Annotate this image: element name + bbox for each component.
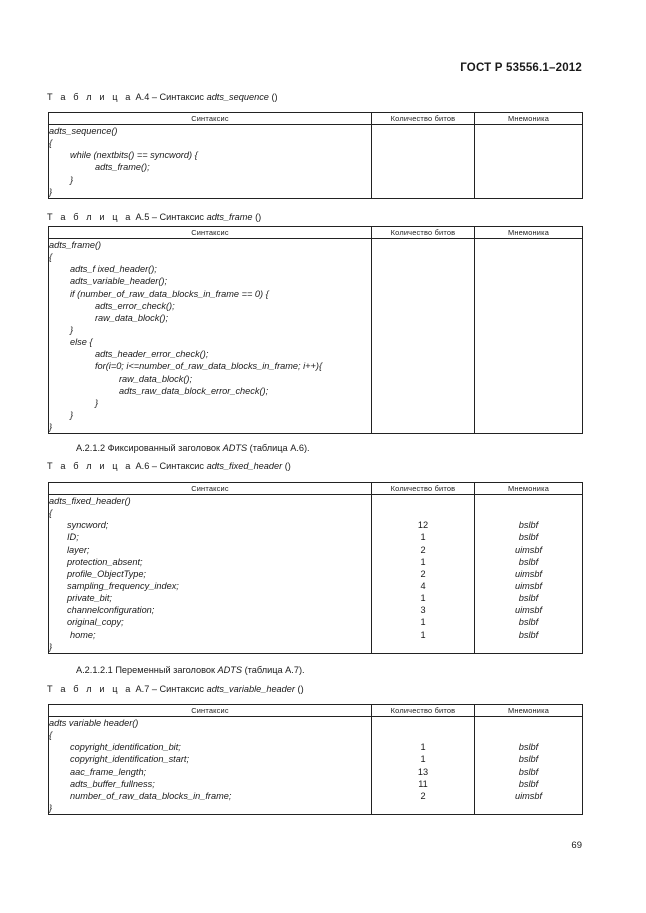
header-mnemonic: Мнемоника xyxy=(475,113,583,125)
bits-value xyxy=(372,251,474,263)
bits-value xyxy=(372,137,474,149)
paragraph-emphasis: ADTS xyxy=(222,443,248,453)
mnemonic-cell xyxy=(475,125,583,199)
bits-value xyxy=(372,421,474,433)
bits-value: 13 xyxy=(417,766,429,777)
mnemonic-value: bslbf xyxy=(518,766,539,777)
bits-value xyxy=(372,312,474,324)
syntax-line: { xyxy=(49,138,53,149)
mnemonic-value xyxy=(475,336,582,348)
bits-value: 1 xyxy=(420,556,426,567)
syntax-line: { xyxy=(49,730,53,741)
page-number: 69 xyxy=(571,840,582,851)
mnemonic-value xyxy=(475,729,582,741)
mnemonic-value xyxy=(475,360,582,372)
mnemonic-value: bslbf xyxy=(518,742,539,753)
syntax-line: adts_error_check(); xyxy=(95,300,175,311)
bits-cell xyxy=(372,717,475,815)
syntax-line: number_of_raw_data_blocks_in_frame; xyxy=(70,790,232,801)
mnemonic-value xyxy=(475,385,582,397)
mnemonic-value xyxy=(475,373,582,385)
bits-value: 1 xyxy=(420,754,426,765)
caption-prefix: А.6 – Синтаксис xyxy=(132,461,207,471)
paragraph-emphasis: ADTS xyxy=(217,665,243,675)
bits-value xyxy=(372,186,474,198)
header-bits: Количество битов xyxy=(372,227,475,239)
syntax-line: } xyxy=(70,324,74,335)
mnemonic-value: uimsbf xyxy=(514,568,543,579)
bits-value xyxy=(372,729,474,741)
bits-cell xyxy=(372,495,475,654)
mnemonic-value xyxy=(475,348,582,360)
table-a5 xyxy=(48,226,583,434)
mnemonic-value: bslbf xyxy=(518,778,539,789)
mnemonic-value: uimsbf xyxy=(514,544,543,555)
bits-value: 1 xyxy=(420,532,426,543)
syntax-line: adts_frame(); xyxy=(95,162,150,173)
syntax-line: adts_f ixed_header(); xyxy=(70,264,157,275)
header-syntax: Синтаксис xyxy=(49,483,372,495)
mnemonic-value xyxy=(475,409,582,421)
bits-value: 2 xyxy=(420,790,426,801)
caption-suffix: () xyxy=(252,212,262,222)
mnemonic-value xyxy=(475,161,582,173)
mnemonic-cell xyxy=(475,495,583,654)
paragraph-suffix: (таблица А.7). xyxy=(242,665,305,675)
header-syntax: Синтаксис xyxy=(49,113,372,125)
mnemonic-value xyxy=(475,275,582,287)
mnemonic-value: bslbf xyxy=(518,629,539,640)
header-syntax: Синтаксис xyxy=(49,227,372,239)
bits-value xyxy=(372,288,474,300)
document-header: ГОСТ Р 53556.1–2012 xyxy=(460,62,582,74)
paragraph-suffix: (таблица А.6). xyxy=(247,443,310,453)
caption-prefix: А.7 – Синтаксис xyxy=(132,684,207,694)
bits-value: 1 xyxy=(420,742,426,753)
syntax-line: protection_absent; xyxy=(67,556,143,567)
syntax-line: original_copy; xyxy=(67,617,124,628)
bits-value xyxy=(372,324,474,336)
bits-value: 2 xyxy=(420,544,426,555)
caption-prefix: А.5 – Синтаксис xyxy=(132,212,207,222)
bits-value xyxy=(372,717,474,729)
caption-word: Т а б л и ц а xyxy=(47,212,133,222)
syntax-line: layer; xyxy=(67,544,90,555)
mnemonic-value xyxy=(475,125,582,137)
mnemonic-value: uimsbf xyxy=(514,790,543,801)
syntax-cell xyxy=(49,239,372,434)
header-mnemonic: Мнемоника xyxy=(475,227,583,239)
caption-function: adts_sequence xyxy=(206,92,269,102)
table-caption-a5 xyxy=(47,212,261,222)
syntax-line: } xyxy=(70,174,74,185)
mnemonic-value: bslbf xyxy=(518,532,539,543)
syntax-line: } xyxy=(95,397,99,408)
syntax-line: } xyxy=(70,409,74,420)
bits-value xyxy=(372,397,474,409)
bits-value: 11 xyxy=(418,778,428,789)
table-a6 xyxy=(48,482,583,654)
syntax-line: adts_frame() xyxy=(49,240,102,250)
mnemonic-value xyxy=(475,186,582,198)
mnemonic-value xyxy=(475,641,582,653)
syntax-cell xyxy=(49,495,372,654)
bits-value xyxy=(372,125,474,137)
bits-value: 3 xyxy=(420,605,426,616)
syntax-line: ID; xyxy=(67,532,79,543)
bits-value xyxy=(372,373,474,385)
mnemonic-cell xyxy=(475,239,583,434)
syntax-line: sampling_frequency_index; xyxy=(67,580,179,591)
mnemonic-value xyxy=(475,239,582,251)
syntax-line: syncword; xyxy=(67,520,109,531)
paragraph-prefix: А.2.1.2.1 Переменный заголовок xyxy=(76,665,218,675)
bits-value: 1 xyxy=(420,629,426,640)
bits-value xyxy=(372,275,474,287)
syntax-line: } xyxy=(49,802,53,813)
mnemonic-value xyxy=(475,288,582,300)
syntax-line: adts_buffer_fullness; xyxy=(70,778,155,789)
bits-value xyxy=(372,495,474,507)
syntax-line: adts_variable_header(); xyxy=(70,276,168,287)
paragraph-a2-1-2-1 xyxy=(76,665,305,675)
syntax-cell xyxy=(49,717,372,815)
mnemonic-value: bslbf xyxy=(518,593,539,604)
bits-value xyxy=(372,239,474,251)
mnemonic-value xyxy=(475,802,582,814)
bits-value xyxy=(372,161,474,173)
syntax-line: { xyxy=(49,252,53,263)
syntax-line: home; xyxy=(70,629,96,640)
bits-value xyxy=(372,348,474,360)
bits-value xyxy=(372,300,474,312)
syntax-line: private_bit; xyxy=(67,593,112,604)
mnemonic-value xyxy=(475,312,582,324)
mnemonic-value: uimsbf xyxy=(514,580,543,591)
syntax-line: copyright_identification_bit; xyxy=(70,742,181,753)
syntax-line: } xyxy=(49,641,53,652)
table-a7 xyxy=(48,704,583,815)
syntax-line: adts_raw_data_block_error_check(); xyxy=(119,385,269,396)
syntax-line: } xyxy=(49,186,53,197)
bits-value xyxy=(372,507,474,519)
syntax-line: if (number_of_raw_data_blocks_in_frame == 0) { xyxy=(70,288,269,299)
header-bits: Количество битов xyxy=(372,113,475,125)
syntax-line: while (nextbits() == syncword) { xyxy=(70,150,198,161)
table-caption-a4 xyxy=(47,92,278,102)
bits-value xyxy=(372,149,474,161)
caption-prefix: А.4 – Синтаксис xyxy=(132,92,207,102)
syntax-line: profile_ObjectType; xyxy=(67,568,146,579)
mnemonic-value: bslbf xyxy=(518,520,539,531)
table-caption-a7 xyxy=(47,684,304,694)
header-bits: Количество битов xyxy=(372,483,475,495)
paragraph-prefix: А.2.1.2 Фиксированный заголовок xyxy=(76,443,223,453)
bits-value: 4 xyxy=(420,580,426,591)
header-mnemonic: Мнемоника xyxy=(475,483,583,495)
caption-word: Т а б л и ц а xyxy=(47,684,133,694)
mnemonic-value xyxy=(475,324,582,336)
header-bits: Количество битов xyxy=(372,705,475,717)
header-syntax: Синтаксис xyxy=(49,705,372,717)
bits-value: 12 xyxy=(417,520,429,531)
table-caption-a6 xyxy=(47,461,291,471)
syntax-cell xyxy=(49,125,372,199)
mnemonic-value: uimsbf xyxy=(514,605,543,616)
bits-cell xyxy=(372,239,475,434)
syntax-line: aac_frame_length; xyxy=(70,766,147,777)
bits-value: 1 xyxy=(420,617,426,628)
mnemonic-value xyxy=(475,397,582,409)
syntax-line: { xyxy=(49,508,53,519)
syntax-line: channelconfiguration; xyxy=(67,605,155,616)
caption-suffix: () xyxy=(294,684,304,694)
bits-value: 1 xyxy=(420,593,426,604)
table-a4 xyxy=(48,112,583,199)
bits-value xyxy=(372,174,474,186)
syntax-line: raw_data_block(); xyxy=(119,373,193,384)
bits-value xyxy=(372,336,474,348)
paragraph-a2-1-2 xyxy=(76,443,310,453)
mnemonic-value xyxy=(475,251,582,263)
mnemonic-value xyxy=(475,174,582,186)
caption-function: adts_fixed_header xyxy=(206,461,283,471)
mnemonic-value xyxy=(475,149,582,161)
caption-word: Т а б л и ц а xyxy=(47,461,133,471)
caption-function: adts_frame xyxy=(206,212,253,222)
mnemonic-value xyxy=(475,717,582,729)
mnemonic-value xyxy=(475,300,582,312)
bits-value xyxy=(372,360,474,372)
mnemonic-value: bslbf xyxy=(518,617,539,628)
mnemonic-value: bslbf xyxy=(518,754,539,765)
syntax-line: for(i=0; i<=number_of_raw_data_blocks_in_frame; i++){ xyxy=(95,361,323,372)
bits-value xyxy=(372,802,474,814)
bits-value xyxy=(372,641,474,653)
mnemonic-value: bslbf xyxy=(518,556,539,567)
caption-function: adts_variable_header xyxy=(206,684,295,694)
syntax-line: adts variable header() xyxy=(49,718,139,728)
bits-value xyxy=(372,409,474,421)
caption-suffix: () xyxy=(282,461,291,471)
syntax-line: } xyxy=(49,422,53,433)
mnemonic-value xyxy=(475,421,582,433)
caption-word: Т а б л и ц а xyxy=(47,92,133,102)
bits-value xyxy=(372,385,474,397)
mnemonic-cell xyxy=(475,717,583,815)
syntax-line: adts_header_error_check(); xyxy=(95,349,209,360)
mnemonic-value xyxy=(475,263,582,275)
syntax-line: adts_sequence() xyxy=(49,126,118,136)
bits-value xyxy=(372,263,474,275)
caption-suffix: () xyxy=(268,92,278,102)
syntax-line: copyright_identification_start; xyxy=(70,754,189,765)
bits-value: 2 xyxy=(420,568,426,579)
mnemonic-value xyxy=(475,495,582,507)
syntax-line: else { xyxy=(70,337,93,348)
mnemonic-value xyxy=(475,507,582,519)
syntax-line: raw_data_block(); xyxy=(95,312,169,323)
mnemonic-value xyxy=(475,137,582,149)
header-mnemonic: Мнемоника xyxy=(475,705,583,717)
bits-cell xyxy=(372,125,475,199)
syntax-line: adts_fixed_header() xyxy=(49,496,131,506)
